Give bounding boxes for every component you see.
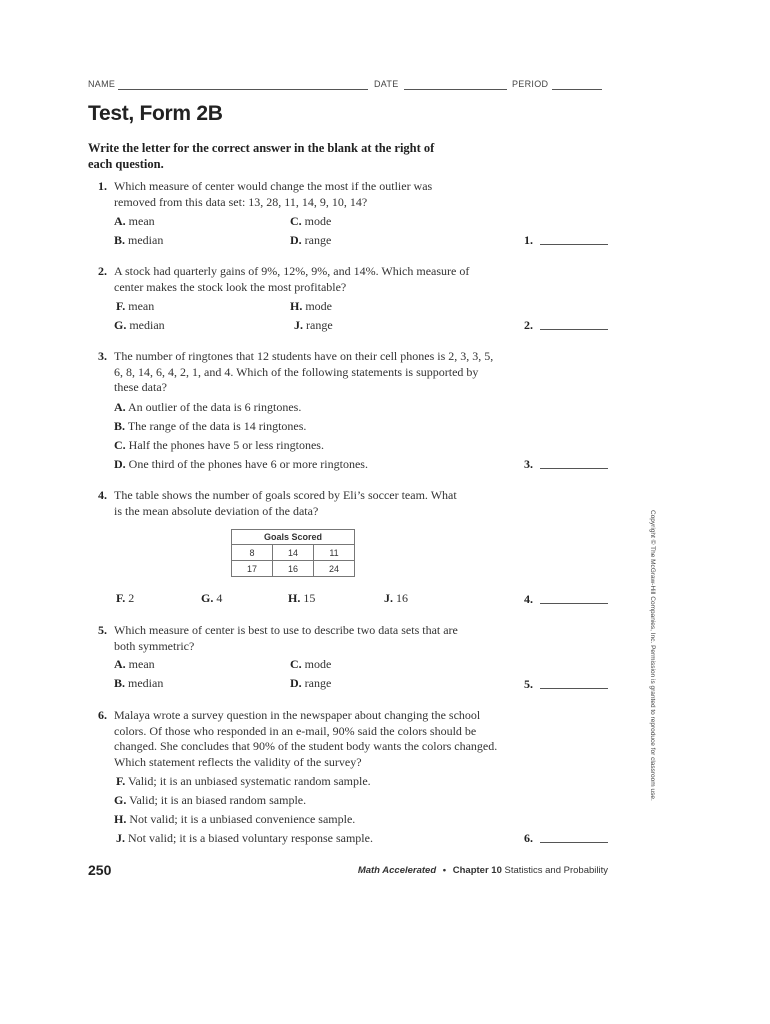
table-header: Goals Scored [232,530,355,545]
table-row: 8 14 11 [232,545,355,561]
option: A. An outlier of the data is 6 ringtones. [114,400,302,414]
footer-bullet: • [442,865,447,876]
question-text: A stock had quarterly gains of 9%, 12%, 9%, and 14%. Which measure of center makes the stock look the most profitable? [114,264,470,294]
option: A. mean [114,214,155,228]
option: C. Half the phones have 5 or less ringtones. [114,438,324,452]
header [88,79,608,93]
question-text: Which measure of center is best to use to describe two data sets that are both symmetric? [114,623,458,653]
option: H. mode [290,299,333,313]
option: J. 16 [384,591,408,605]
book-title: Math Accelerated [357,865,437,876]
copyright-notice: Copyright © The McGraw-Hill Companies, Inc. Permission is granted to reproduce for classroom use. [649,510,656,801]
question-text: The table shows the number of goals scored by Eli’s soccer team. What is the mean absolute deviation of the data? [114,488,457,518]
page-number: 250 [88,862,112,878]
answer-blank-2[interactable]: 2. [524,318,533,333]
answer-blank-6[interactable]: 6. [524,831,533,846]
option: C. mode [290,657,332,671]
chapter-title: Statistics and Probability [504,865,608,876]
option: H. Not valid; it is a unbiased convenience sample. [114,812,356,826]
option: H. 15 [288,591,316,605]
question-number: 3. [98,349,107,363]
footer-chapter [358,865,608,876]
option: B. The range of the data is 14 ringtones. [114,419,307,433]
question-number: 5. [98,623,107,637]
question-text: Malaya wrote a survey question in the newspaper about changing the school colors. Of those who responded in an e-mail, 90% said the colors should be changed. She concludes that 90% of the student body wants the colors changed. Which statement reflects the validity of the survey? [114,708,498,769]
option: F. Valid; it is an unbiased systematic random sample. [116,774,371,788]
goals-table [231,529,355,577]
name-label: NAME [88,79,116,89]
option: J. range [294,318,333,332]
answer-blank-3[interactable]: 3. [524,457,533,472]
option: J. Not valid; it is a biased voluntary response sample. [116,831,373,845]
question-text: Which measure of center would change the most if the outlier was removed from this data set: 13, 28, 11, 14, 9, 10, 14? [114,179,433,209]
period-label: PERIOD [512,79,549,89]
question-number: 2. [98,264,107,278]
instructions: Write the letter for the correct answer in the blank at the right of each question. [88,141,435,171]
name-blank[interactable] [118,89,368,90]
table-row: 17 16 24 [232,561,355,577]
page-title: Test, Form 2B [88,102,223,125]
option: B. median [114,676,164,690]
option: A. mean [114,657,155,671]
option: G. median [114,318,165,332]
question-number: 4. [98,488,107,502]
period-blank[interactable] [552,89,602,90]
option: G. 4 [201,591,223,605]
question-number: 6. [98,708,107,722]
date-label: DATE [374,79,399,89]
date-blank[interactable] [404,89,507,90]
option: F. 2 [116,591,135,605]
question-number: 1. [98,179,107,193]
option: C. mode [290,214,332,228]
answer-blank-5[interactable]: 5. [524,677,533,692]
option: D. range [290,233,332,247]
answer-blank-4[interactable]: 4. [524,592,533,607]
option: G. Valid; it is an biased random sample. [114,793,307,807]
question-text: The number of ringtones that 12 students have on their cell phones is 2, 3, 3, 5, 6, 8, 14, 6, 4, 2, 1, and 4. Which of the following statements is supported by these data? [114,349,494,394]
answer-blank-1[interactable]: 1. [524,233,533,248]
option: B. median [114,233,164,247]
chapter-label: Chapter 10 [452,865,502,876]
option: D. One third of the phones have 6 or more ringtones. [114,457,368,471]
option: D. range [290,676,332,690]
option: F. mean [116,299,155,313]
